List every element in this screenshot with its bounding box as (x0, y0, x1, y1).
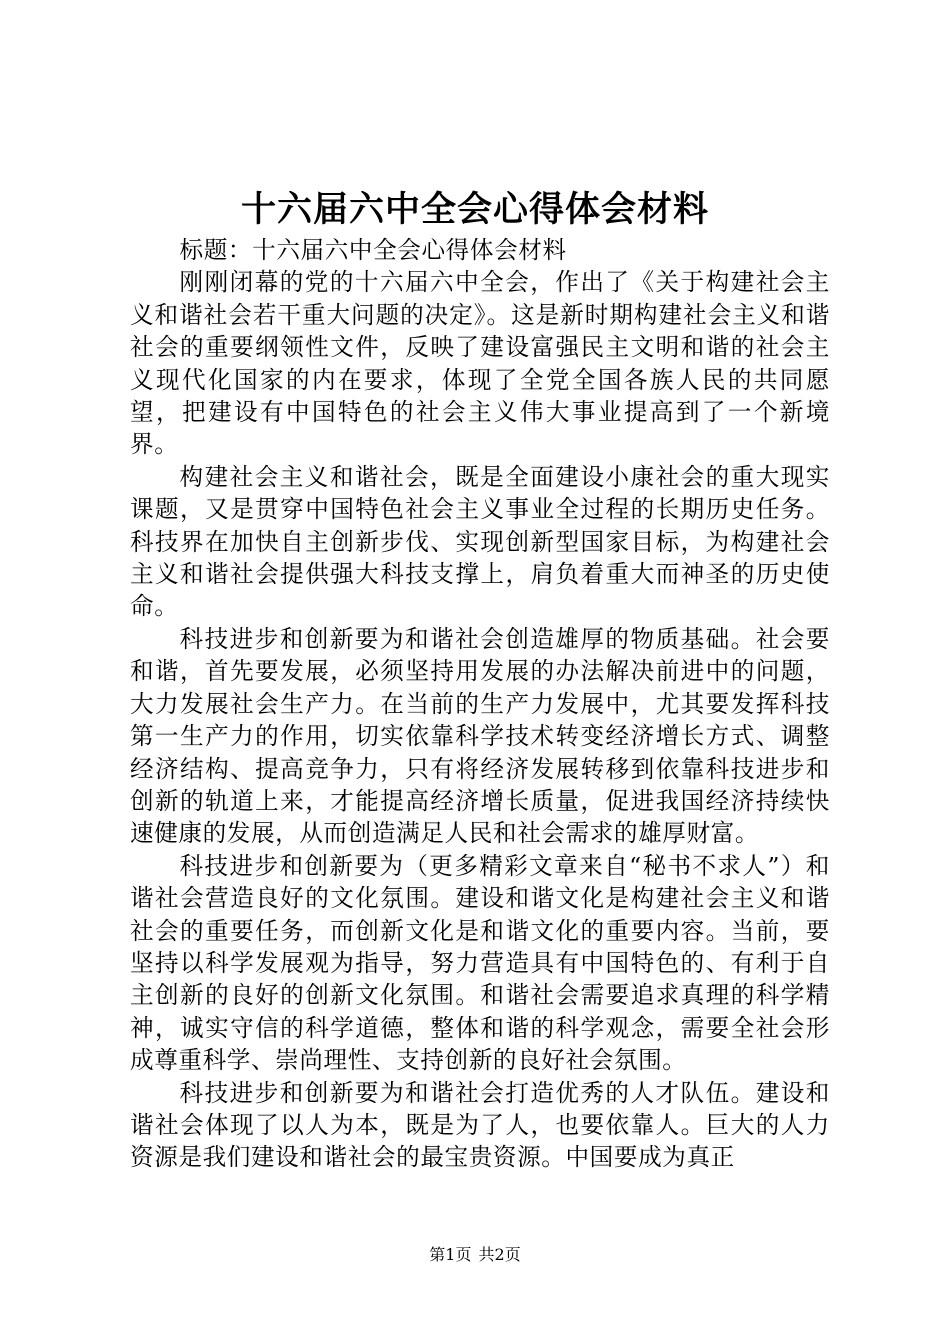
paragraph-subject-line: 标题：十六届六中全会心得体会材料 (179, 236, 567, 264)
paragraph: 构建社会主义和谐社会，既是全面建设小康社会的重大现实课题，又是贯穿中国特色社会主义事业全过程的长期历史任务。科技界在加快自主创新步伐、实现创新型国家目标，为构建社会主义和谐社会提供强大科技支撑上，肩负着重大而神圣的历史使命。 (130, 462, 830, 621)
document-title: 十六届六中全会心得体会材料 (240, 189, 709, 230)
paragraph: 科技进步和创新要为（更多精彩文章来自“秘书不求人”）和谐社会营造良好的文化氛围。建设和谐文化是构建社会主义和谐社会的重要任务，而创新文化是和谐文化的重要内容。当前，要坚持以科学发展观为指导，努力营造具有中国特色的、有利于自主创新的良好的创新文化氛围。和谐社会需要追求真理的科学精神，诚实守信的科学道德，整体和谐的科学观念，需要全社会形成尊重科学、崇尚理性、支持创新的良好社会氛围。 (130, 851, 830, 1075)
paragraph: 科技进步和创新要为和谐社会打造优秀的人才队伍。建设和谐社会体现了以人为本，既是为了人，也要依靠人。巨大的人力资源是我们建设和谐社会的最宝贵资源。中国要成为真正 (130, 1078, 830, 1172)
page-number-footer: 第1页 共2页 (429, 1245, 521, 1264)
document-body (130, 234, 830, 1174)
paragraph: 科技进步和创新要为和谐社会创造雄厚的物质基础。社会要和谐，首先要发展，必须坚持用发展的办法解决前进中的问题，大力发展社会生产力。在当前的生产力发展中，尤其要发挥科技第一生产力的作用，切实依靠科学技术转变经济增长方式、调整经济结构、提高竞争力，只有将经济发展转移到依靠科技进步和创新的轨道上来，才能提高经济增长质量，促进我国经济持续快速健康的发展，从而创造满足人民和社会需求的雄厚财富。 (130, 624, 830, 848)
paragraph: 刚刚闭幕的党的十六届六中全会，作出了《关于构建社会主义和谐社会若干重大问题的决定》。这是新时期构建社会主义和谐社会的重要纲领性文件，反映了建设富强民主文明和谐的社会主义现代化国家的内在要求，体现了全党全国各族人民的共同愿望，把建设有中国特色的社会主义伟大事业提高到了一个新境界。 (130, 268, 830, 459)
